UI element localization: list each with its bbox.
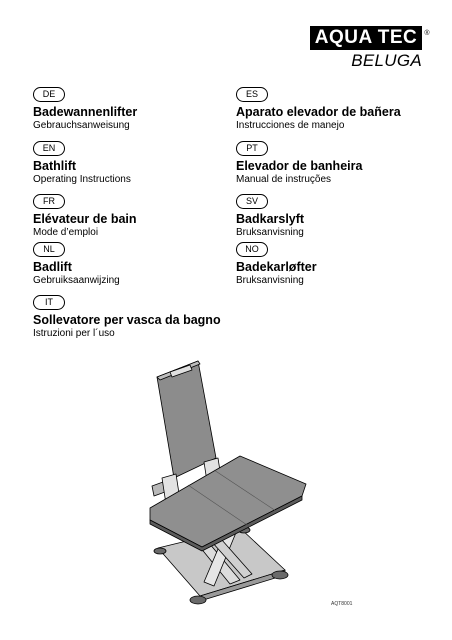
entry-title: Elévateur de bain: [33, 212, 137, 226]
language-badge: IT: [33, 295, 65, 310]
entry-title: Badekarløfter: [236, 260, 317, 274]
language-badge: PT: [236, 141, 268, 156]
entry-title: Elevador de banheira: [236, 159, 363, 173]
language-badge: NL: [33, 242, 65, 257]
entry-title: Badlift: [33, 260, 72, 274]
entry-desc: Istruzioni per l´uso: [33, 328, 115, 339]
language-badge: SV: [236, 194, 268, 209]
language-badge: ES: [236, 87, 268, 102]
registered-mark: ®: [424, 30, 430, 37]
entry-desc: Gebrauchsanweisung: [33, 120, 130, 131]
entry-title: Badkarslyft: [236, 212, 305, 226]
document-code: AQT8001: [331, 601, 353, 607]
entry-title: Badewannenlifter: [33, 105, 138, 119]
entry-desc: Operating Instructions: [33, 174, 131, 185]
brand-logo-text: AQUA TEC: [314, 27, 418, 48]
entry-desc: Mode d’emploi: [33, 227, 99, 238]
language-badge: NO: [236, 242, 268, 257]
entry-title: Aparato elevador de bañera: [236, 105, 401, 119]
language-badge: DE: [33, 87, 65, 102]
entry-title: Bathlift: [33, 159, 77, 173]
language-badge: EN: [33, 141, 65, 156]
language-badge: FR: [33, 194, 65, 209]
entry-desc: Gebruiksaanwijzing: [33, 275, 120, 286]
entry-desc: Manual de instruções: [236, 174, 332, 185]
product-name: BELUGA: [351, 51, 422, 70]
entry-title: Sollevatore per vasca da bagno: [33, 313, 221, 327]
entry-desc: Bruksanvisning: [236, 275, 304, 286]
entry-desc: Bruksanvisning: [236, 227, 304, 238]
entry-desc: Instrucciones de manejo: [236, 120, 345, 131]
